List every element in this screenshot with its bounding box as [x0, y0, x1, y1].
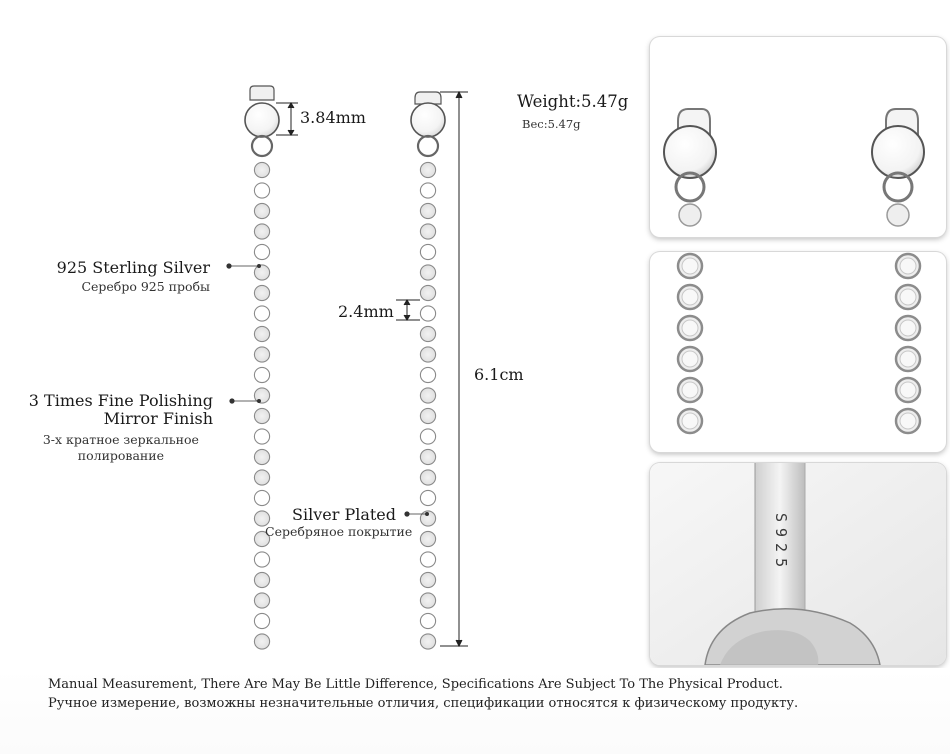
chain-link	[420, 244, 435, 259]
chain-link-face	[682, 289, 698, 305]
chain-link	[420, 634, 435, 649]
length-dimension-marker	[440, 92, 468, 646]
chain-link	[420, 470, 435, 485]
chain-link	[254, 634, 269, 649]
left-jump-ring	[252, 136, 272, 156]
left-stud-disc	[245, 103, 279, 137]
stamp-closeup-image	[650, 463, 946, 665]
polish-label-ru-line2: полирование	[77, 448, 164, 463]
chain-link	[420, 224, 435, 239]
chain-link	[420, 203, 435, 218]
chain-link-face	[682, 258, 698, 274]
chain-link	[254, 429, 269, 444]
chain-link	[420, 388, 435, 403]
footer-note-ru: Ручное измерение, возможны незначительные отличия, спецификации относятся к физическому продукту.	[48, 696, 799, 711]
chain-link	[254, 449, 269, 464]
polish-label-line2: Mirror Finish	[103, 409, 213, 428]
chain-link	[254, 265, 269, 280]
chain-link-face	[682, 382, 698, 398]
chain-link	[420, 265, 435, 280]
link-size-label: 2.4mm	[338, 302, 394, 321]
right-jump-ring	[418, 136, 438, 156]
right-stud-post-icon	[415, 92, 441, 104]
chain-link	[254, 203, 269, 218]
chain-link	[254, 367, 269, 382]
chain-link	[254, 224, 269, 239]
footer-note-en: Manual Measurement, There Are May Be Little Difference, Specifications Are Subject To The Physical Product.	[48, 677, 783, 692]
chain-link-face	[682, 413, 698, 429]
chain-link-face	[900, 413, 916, 429]
chain-link	[420, 285, 435, 300]
chain-link	[254, 490, 269, 505]
chain-link	[420, 572, 435, 587]
chain-closeup-image	[650, 252, 946, 452]
chain-link	[420, 408, 435, 423]
polish-callout	[29, 392, 213, 463]
chain-link	[254, 470, 269, 485]
chain-link	[254, 613, 269, 628]
plated-label-ru: Серебряное покрытие	[265, 524, 413, 539]
stud-size-label: 3.84mm	[300, 108, 366, 127]
chain-link	[254, 347, 269, 362]
chain-link	[420, 593, 435, 608]
chain-link	[420, 531, 435, 546]
length-label: 6.1cm	[474, 365, 524, 384]
chain-link	[420, 429, 435, 444]
polish-label-line1: 3 Times Fine Polishing	[28, 391, 213, 410]
chain-link	[254, 552, 269, 567]
photo-stud-closeup	[650, 37, 946, 237]
right-earring	[411, 92, 445, 649]
photo-chain-closeup	[650, 252, 946, 452]
chain-link	[254, 183, 269, 198]
weight-label-ru: Вес:5.47g	[522, 117, 581, 131]
chain-link-face	[682, 351, 698, 367]
link-dimension-marker	[396, 300, 420, 320]
plated-callout	[292, 505, 396, 524]
chain-link	[254, 593, 269, 608]
right-stud-disc	[411, 103, 445, 137]
left-earring	[245, 86, 279, 649]
left-chain	[254, 162, 269, 649]
silver-label-ru: Серебро 925 пробы	[81, 279, 210, 294]
right-chain	[420, 162, 435, 649]
chain-link-face	[900, 382, 916, 398]
silver-label: 925 Sterling Silver	[56, 258, 210, 277]
chain-link	[420, 613, 435, 628]
chain-link	[254, 244, 269, 259]
chain-link	[420, 490, 435, 505]
chain-link	[254, 285, 269, 300]
chain-link	[420, 552, 435, 567]
weight-label: Weight:5.47g	[517, 92, 629, 111]
chain-link	[254, 306, 269, 321]
plated-label: Silver Plated	[292, 505, 396, 524]
polish-label-ru-line1: 3-х кратное зеркальное	[42, 432, 199, 447]
chain-link	[420, 183, 435, 198]
chain-link	[254, 572, 269, 587]
chain-link	[254, 162, 269, 177]
chain-link	[420, 162, 435, 177]
chain-link	[420, 326, 435, 341]
photo-stamp-closeup	[650, 463, 946, 665]
chain-link-face	[900, 320, 916, 336]
chain-link-face	[900, 351, 916, 367]
chain-link	[420, 306, 435, 321]
silver-callout	[57, 258, 210, 294]
chain-link-face	[682, 320, 698, 336]
stud-closeup-image	[650, 37, 946, 237]
s925-stamp: S925	[772, 513, 790, 574]
chain-link	[420, 367, 435, 382]
chain-link-face	[900, 258, 916, 274]
chain-link	[254, 326, 269, 341]
chain-link	[254, 408, 269, 423]
chain-link	[420, 449, 435, 464]
chain-link	[420, 347, 435, 362]
left-stud-post-icon	[250, 86, 274, 100]
chain-link-face	[900, 289, 916, 305]
